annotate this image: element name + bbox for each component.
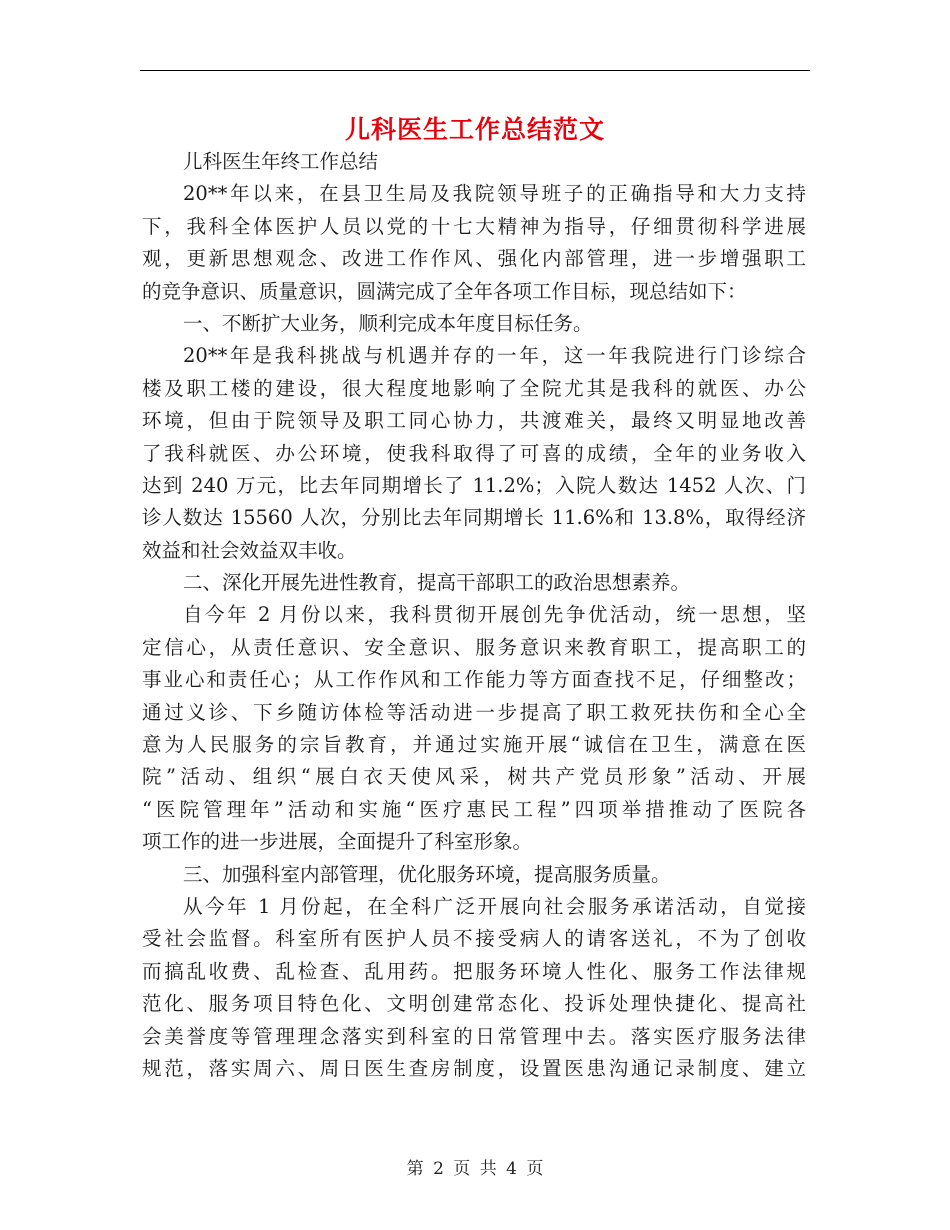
text-line: 自今年 2 月份以来，我科贯彻开展创先争优活动，统一思想，坚: [183, 603, 806, 627]
document-body: [142, 146, 806, 1085]
text-line: 从今年 1 月份起，在全科广泛开展向社会服务承诺活动，自觉接: [183, 894, 806, 918]
document-title: 儿科医生工作总结范文: [344, 115, 605, 144]
text-line: 效益和社会效益双丰收。: [142, 538, 357, 562]
text-line: 20**年以来，在县卫生局及我院领导班子的正确指导和大力支持: [183, 182, 806, 206]
text-line: 达到 240 万元，比去年同期增长了 11.2%；入院人数达 1452 人次、门: [142, 473, 806, 497]
text-line: 而搞乱收费、乱检查、乱用药。把服务环境人性化、服务工作法律规: [142, 959, 806, 983]
text-line: 定信心，从责任意识、安全意识、服务意识来教育职工，提高职工的: [142, 635, 806, 659]
text-line: 环境，但由于院领导及职工同心协力，共渡难关，最终又明显地改善: [142, 409, 806, 433]
text-line: 一、不断扩大业务，顺利完成本年度目标任务。: [183, 311, 593, 335]
text-line: 观，更新思想观念、改进工作作风、强化内部管理，进一步增强职工: [142, 247, 806, 271]
text-line: 儿科医生年终工作总结: [183, 150, 379, 173]
text-line: 通过义诊、下乡随访体检等活动进一步提高了职工救死扶伤和全心全: [142, 700, 806, 724]
text-line: 20**年是我科挑战与机遇并存的一年，这一年我院进行门诊综合: [183, 344, 806, 368]
text-line: 会美誉度等管理理念落实到科室的日常管理中去。落实医疗服务法律: [142, 1024, 806, 1048]
text-line: 规范，落实周六、周日医生查房制度，设置医患沟通记录制度、建立: [142, 1056, 806, 1080]
page-footer: 第 2 页 共 4 页: [406, 1159, 544, 1179]
header-rule: [140, 70, 810, 71]
text-line: 范化、服务项目特色化、文明创建常态化、投诉处理快捷化、提高社: [142, 992, 806, 1016]
text-line: 项工作的进一步进展，全面提升了科室形象。: [142, 830, 533, 854]
text-line: 诊人数达 15560 人次，分别比去年同期增长 11.6%和 13.8%，取得经济: [142, 506, 806, 530]
text-line: 二、深化开展先进性教育，提高干部职工的政治思想素养。: [183, 571, 691, 595]
text-line: 楼及职工楼的建设，很大程度地影响了全院尤其是我科的就医、办公: [142, 376, 806, 400]
text-line: 下，我科全体医护人员以党的十七大精神为指导，仔细贯彻科学进展: [142, 214, 806, 238]
text-line: 意为人民服务的宗旨教育，并通过实施开展“诚信在卫生，满意在医: [142, 733, 806, 757]
text-line: 受社会监督。科室所有医护人员不接受病人的请客送礼，不为了创收: [142, 927, 806, 951]
text-line: 事业心和责任心；从工作作风和工作能力等方面查找不足，仔细整改；: [142, 668, 806, 692]
text-line: “医院管理年”活动和实施“医疗惠民工程”四项举措推动了医院各: [142, 797, 806, 821]
text-line: 三、加强科室内部管理，优化服务环境，提高服务质量。: [183, 862, 671, 886]
text-line: 的竞争意识、质量意识，圆满完成了全年各项工作目标，现总结如下：: [142, 279, 747, 303]
text-line: 了我科就医、办公环境，使我科取得了可喜的成绩，全年的业务收入: [142, 441, 806, 465]
text-line: 院”活动、组织“展白衣天使风采，树共产党员形象”活动、开展: [142, 765, 806, 789]
